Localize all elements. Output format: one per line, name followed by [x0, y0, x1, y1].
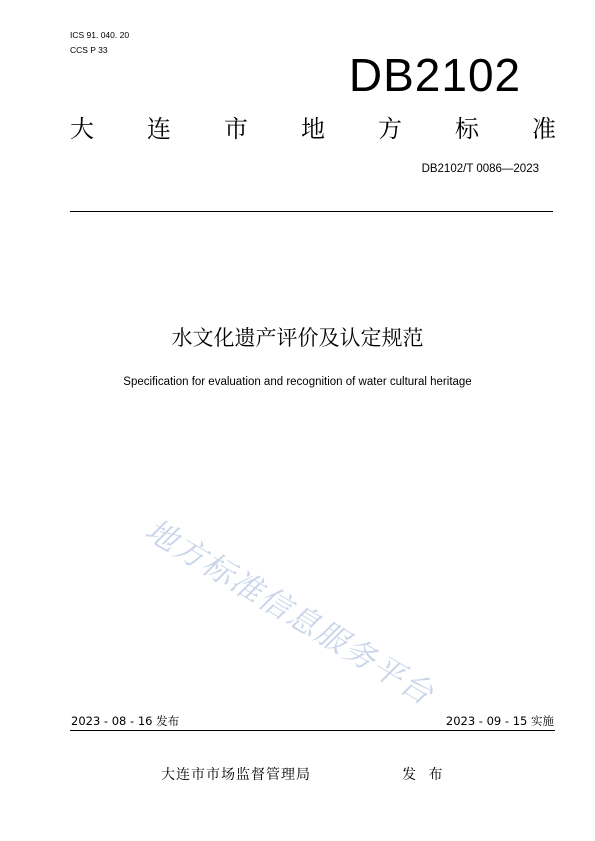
- document-title-chinese: 水文化遗产评价及认定规范: [171, 326, 424, 350]
- ccs-code: CCS P 33: [70, 45, 108, 55]
- document-title-english: Specification for evaluation and recognition of water cultural heritage: [123, 376, 472, 388]
- standard-type-char: 连: [147, 115, 171, 143]
- footer-divider: [70, 730, 555, 731]
- publish-label: 发 布: [402, 767, 447, 783]
- implementation-date: 2023 - 09 - 15 实施: [445, 714, 554, 728]
- standard-type-char: 市: [224, 115, 248, 143]
- header-divider: [70, 211, 553, 212]
- ics-code: ICS 91. 040. 20: [70, 30, 130, 40]
- standard-number: DB2102/T 0086—2023: [421, 163, 539, 175]
- watermark: 地方标准信息服务平台: [138, 512, 441, 713]
- standard-type-char: 准: [532, 115, 556, 143]
- standard-type-char: 地: [301, 115, 325, 143]
- publisher: 大连市市场监督管理局: [161, 767, 311, 783]
- issue-date: 2023 - 08 - 16 发布: [71, 714, 180, 728]
- standard-code: DB2102: [348, 49, 522, 101]
- standard-type-char: 大: [70, 115, 94, 143]
- standard-type-char: 标: [455, 115, 479, 143]
- standard-type-char: 方: [378, 115, 402, 143]
- standard-type: [70, 114, 556, 144]
